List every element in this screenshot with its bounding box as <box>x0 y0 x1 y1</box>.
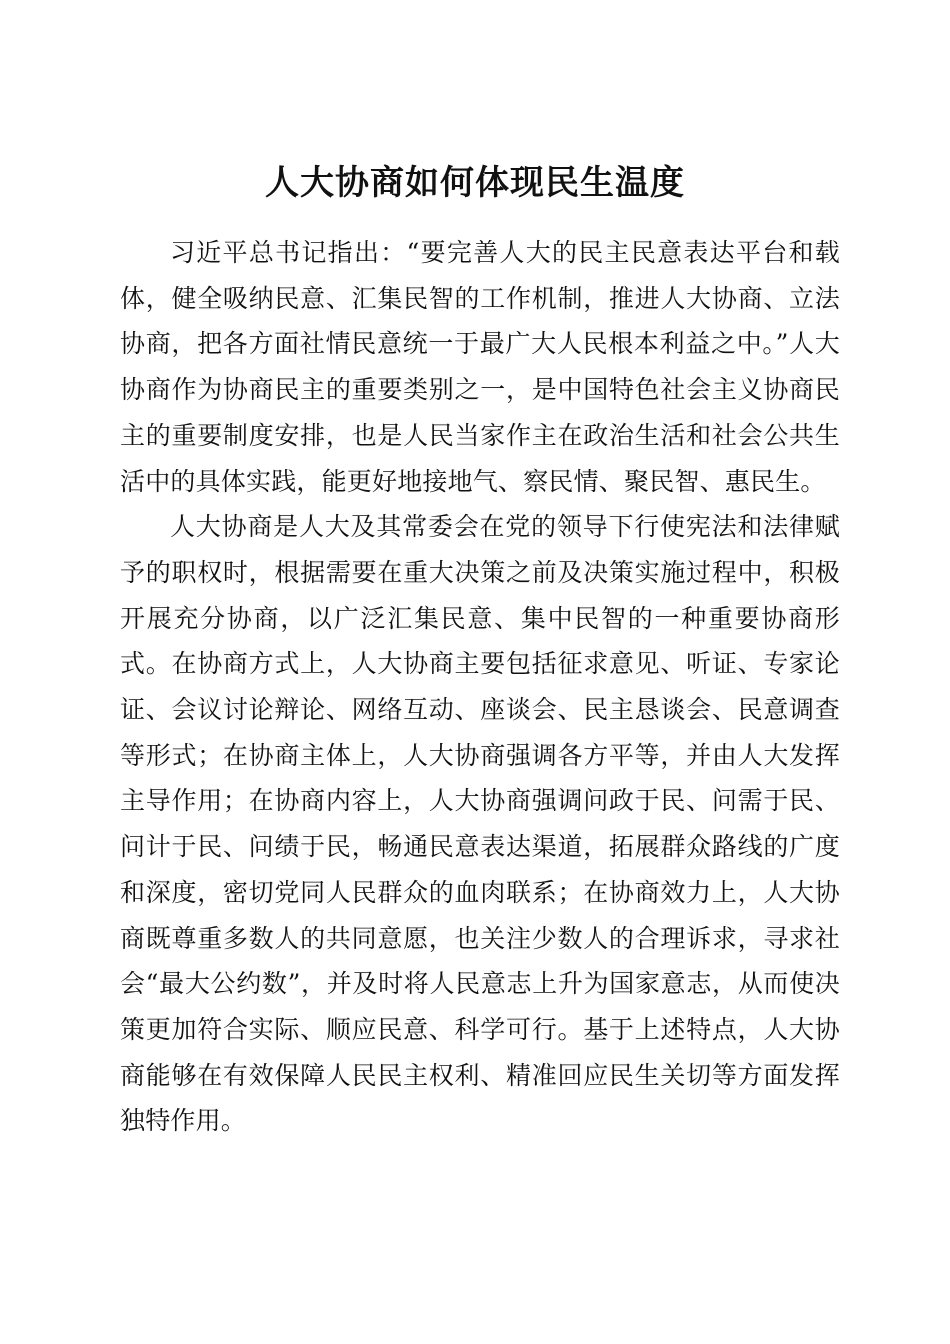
document-title: 人大协商如何体现民生温度 <box>265 162 685 203</box>
paragraph-1: 习近平总书记指出：“要完善人大的民主民意表达平台和载体，健全吸纳民意、汇集民智的工作机制，推进人大协商、立法协商，把各方面社情民意统一于最广大人民根本利益之中。”人大协商作为协商民主的重要类别之一，是中国特色社会主义协商民主的重要制度安排，也是人民当家作主在政治生活和社会公共生活中的具体实践，能更好地接地气、察民情、聚民智、惠民生。 <box>120 238 840 496</box>
paragraph-2: 人大协商是人大及其常委会在党的领导下行使宪法和法律赋予的职权时，根据需要在重大决策之前及决策实施过程中，积极开展充分协商，以广泛汇集民意、集中民智的一种重要协商形式。在协商方式上，人大协商主要包括征求意见、听证、专家论证、会议讨论辩论、网络互动、座谈会、民主恳谈会、民意调查等形式；在协商主体上，人大协商强调各方平等，并由人大发挥主导作用；在协商内容上，人大协商强调问政于民、问需于民、问计于民、问绩于民，畅通民意表达渠道，拓展群众路线的广度和深度，密切党同人民群众的血肉联系；在协商效力上，人大协商既尊重多数人的共同意愿，也关注少数人的合理诉求，寻求社会“最大公约数”，并及时将人民意志上升为国家意志，从而使决策更加符合实际、顺应民意、科学可行。基于上述特点，人大协商能够在有效保障人民民主权利、精准回应民生关切等方面发挥独特作用。 <box>120 512 840 1136</box>
document-body <box>120 230 840 1144</box>
